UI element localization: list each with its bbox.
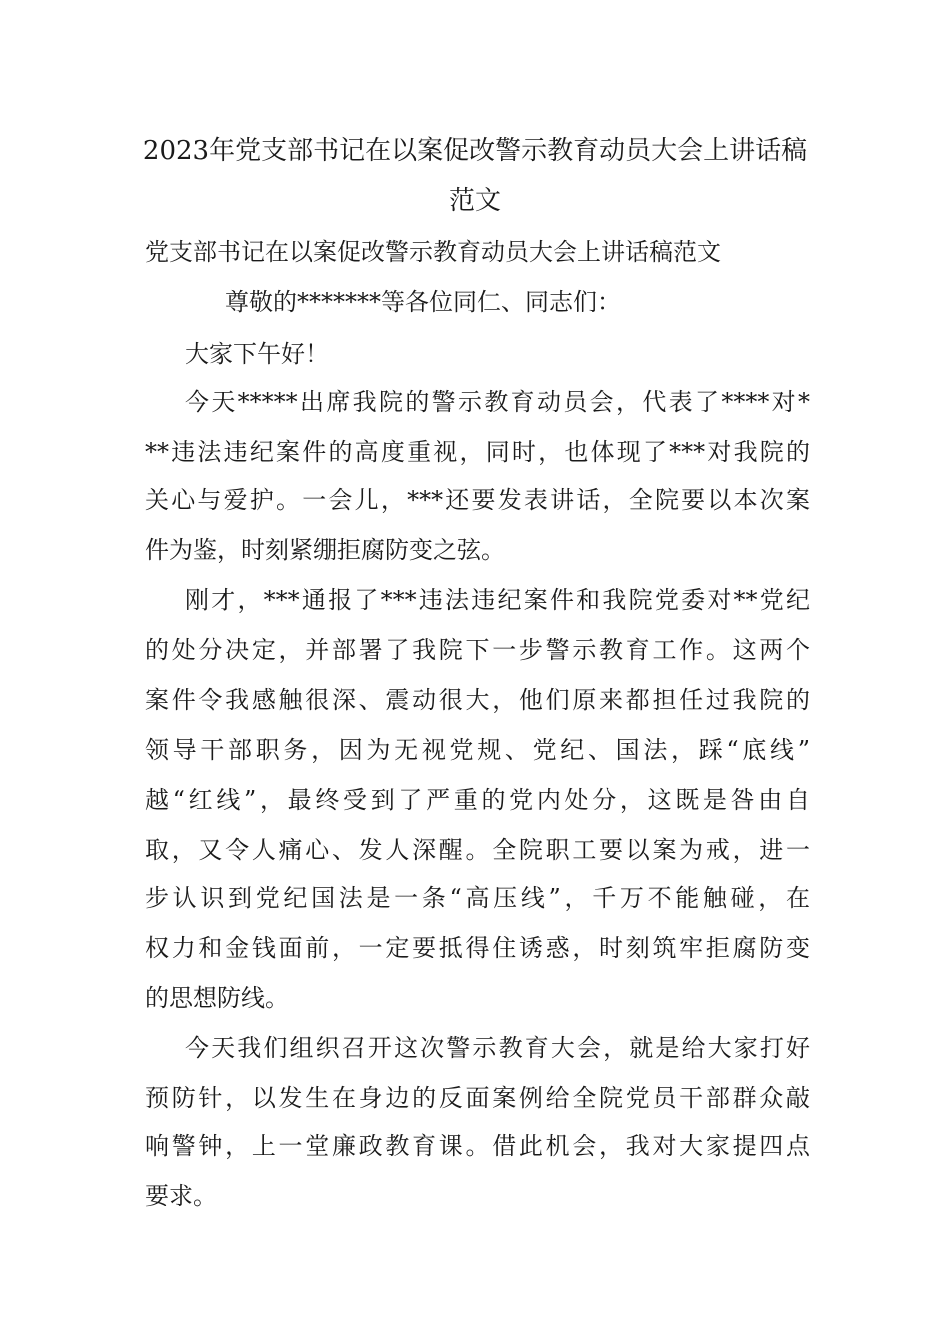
paragraph-2-line-3: 案件令我感触很深、震动很大，他们原来都担任过我院的 — [145, 686, 810, 714]
greeting: 大家下午好！ — [185, 340, 329, 368]
paragraph-1-line-1: 今天*****出席我院的警示教育动员会，代表了****对* — [185, 388, 810, 416]
paragraph-3-line-4: 要求。 — [145, 1182, 217, 1210]
paragraph-1-line-3: 关心与爱护。一会儿，***还要发表讲话，全院要以本次案 — [145, 486, 810, 514]
paragraph-3-line-3: 响警钟，上一堂廉政教育课。借此机会，我对大家提四点 — [145, 1132, 810, 1160]
document-subtitle: 党支部书记在以案促改警示教育动员大会上讲话稿范文 — [145, 238, 721, 266]
paragraph-3-line-1: 今天我们组织召开这次警示教育大会，就是给大家打好 — [185, 1034, 810, 1062]
paragraph-2-line-6: 取，又令人痛心、发人深醒。全院职工要以案为戒，进一 — [145, 836, 810, 864]
paragraph-1-line-4: 件为鉴，时刻紧绷拒腐防变之弦。 — [145, 536, 505, 564]
paragraph-2-line-2: 的处分决定，并部署了我院下一步警示教育工作。这两个 — [145, 636, 810, 664]
paragraph-2-line-1: 刚才，***通报了***违法违纪案件和我院党委对**党纪 — [185, 586, 810, 614]
paragraph-2-line-5: 越“红线”，最终受到了严重的党内处分，这既是咎由自 — [145, 786, 810, 814]
paragraph-2-line-7: 步认识到党纪国法是一条“高压线”，千万不能触碰，在 — [145, 884, 810, 912]
paragraph-2-line-4: 领导干部职务，因为无视党规、党纪、国法，踩“底线” — [145, 736, 810, 764]
salutation: 尊敬的*******等各位同仁、同志们： — [225, 288, 621, 316]
paragraph-2-line-9: 的思想防线。 — [145, 984, 289, 1012]
paragraph-1-line-2: **违法违纪案件的高度重视，同时，也体现了***对我院的 — [145, 438, 810, 466]
document-title-line-1: 2023年党支部书记在以案促改警示教育动员大会上讲话稿 — [142, 136, 808, 166]
document-title-line-2: 范文 — [448, 186, 501, 216]
paragraph-3-line-2: 预防针，以发生在身边的反面案例给全院党员干部群众敲 — [145, 1084, 810, 1112]
paragraph-2-line-8: 权力和金钱面前，一定要抵得住诱惑，时刻筑牢拒腐防变 — [145, 934, 810, 962]
